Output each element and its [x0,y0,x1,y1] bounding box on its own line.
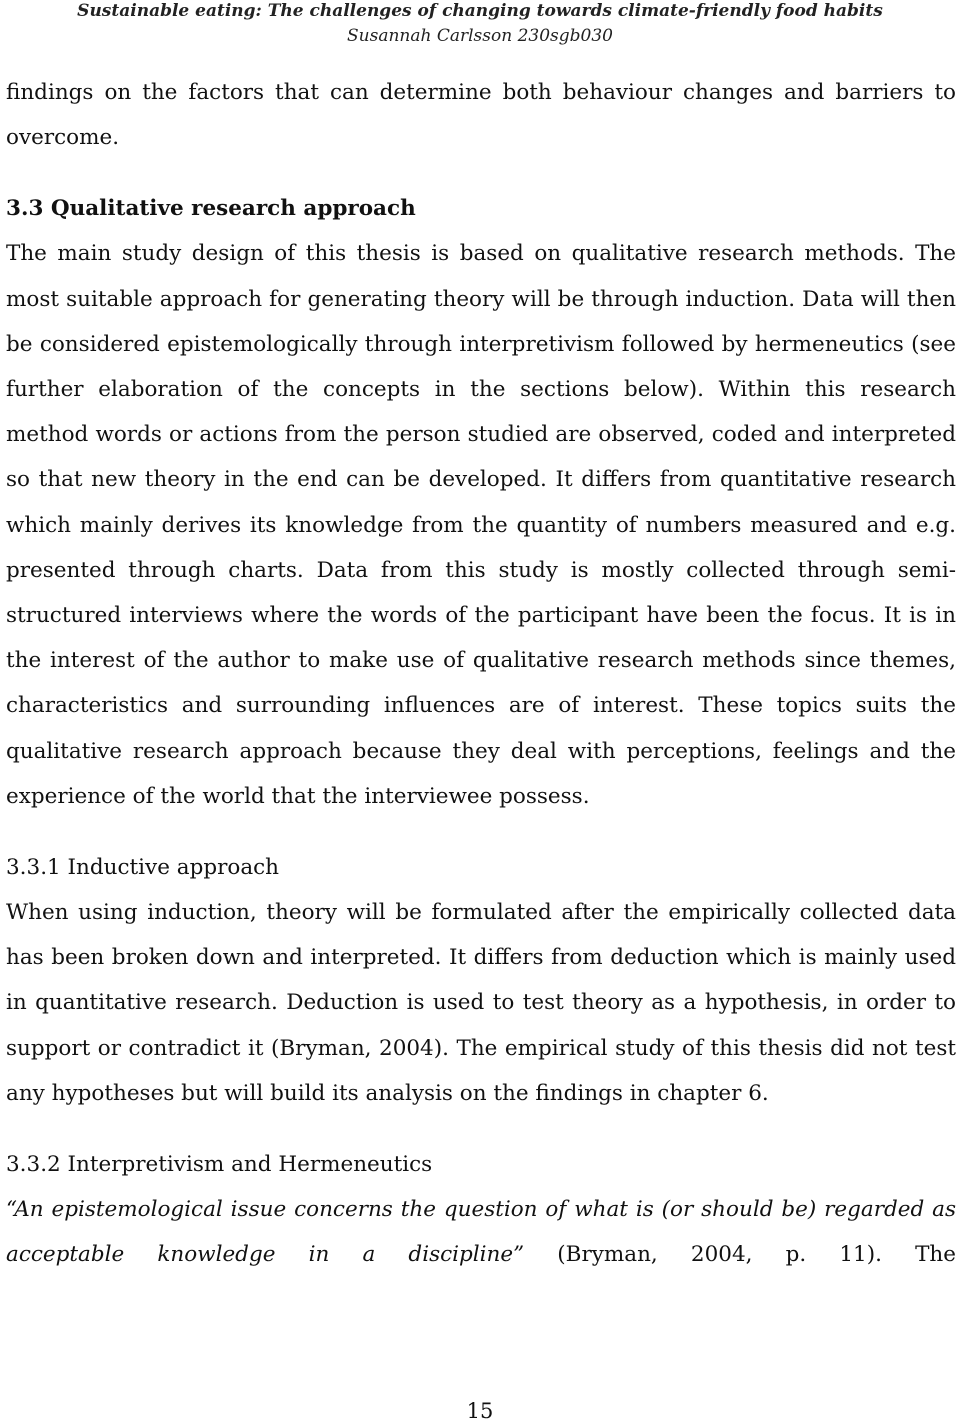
header-title: Sustainable eating: The challenges of changing towards climate-friendly food habits [77,1,883,21]
section-3-3-1-paragraph: When using induction, theory will be formulated after the empirically collected data has been broken down and interpreted. It differs from deduction which is mainly used in quantitative research. Deduction is used to test theory as a hypothesis, in order to support or contradict it (Bryman, 2004). The empirical study of this thesis did not test any hypotheses but will build its analysis on the findings in chapter 6. [6,900,956,1106]
page-number: 15 [466,1399,494,1423]
quote-citation: (Bryman, 2004, p. 11). The [524,1242,957,1268]
intro-paragraph: findings on the factors that can determine both behaviour changes and barriers to overcome. [6,80,956,151]
spacer [6,819,956,845]
section-3-3-2-heading: 3.3.2 Interpretivism and Hermeneutics [6,1152,433,1178]
section-3-3-2-paragraph [6,1187,956,1277]
spacer [6,160,956,186]
section-3-3-1-heading: 3.3.1 Inductive approach [6,855,280,881]
section-3-3-heading: 3.3 Qualitative research approach [6,196,416,222]
section-3-3-paragraph: The main study design of this thesis is based on qualitative research methods. The most suitable approach for generating theory will be through induction. Data will then be considered epistemologically through interpretivism followed by hermeneutics (see further elaboration of the concepts in the sections below). Within this research method words or actions from the person studied are observed, coded and interpreted so that new theory in the end can be developed. It differs from quantitative research which mainly derives its knowledge from the quantity of numbers measured and e.g. presented through charts. Data from this study is mostly collected through semi-structured interviews where the words of the participant have been the focus. It is in the interest of the author to make use of qualitative research methods since themes, characteristics and surrounding influences are of interest. These topics suits the qualitative research approach because they deal with perceptions, feelings and the experience of the world that the interviewee possess. [6,241,956,809]
spacer [6,1116,956,1142]
body-text [6,70,956,1277]
epistemology-quote: “An epistemological issue concerns the question of what is (or should be) regarded as acceptable knowledge in a discipline” [6,1197,956,1268]
header-author: Susannah Carlsson 230sgb030 [347,26,613,46]
